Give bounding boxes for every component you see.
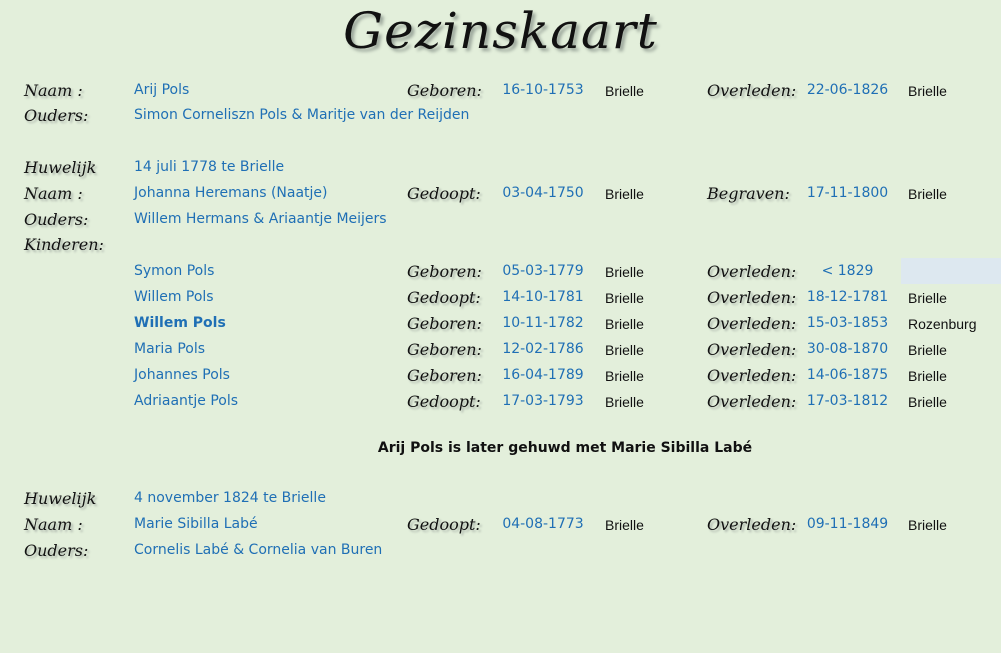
- spouse1-parents: Willem Hermans & Ariaantje Meijers: [134, 211, 387, 227]
- child-name: Symon Pols: [134, 263, 215, 279]
- child-name: Johannes Pols: [134, 367, 230, 383]
- child-name: Maria Pols: [134, 341, 206, 357]
- spouse1-parents-row: [0, 206, 1001, 232]
- father-parents: Simon Corneliszn Pols & Maritje van der Reijden: [134, 107, 470, 123]
- marriage1-date-place: 14 juli 1778 te Brielle: [134, 159, 285, 175]
- child-event-place: Brielle: [605, 316, 644, 332]
- spouse2-row: [0, 511, 1001, 537]
- name-label: Naam :: [24, 184, 83, 203]
- remarriage-note: Arij Pols is later gehuwd met Marie Sibilla Labé: [377, 440, 753, 456]
- child-event-label: Gedoopt:: [407, 392, 481, 411]
- name-label: Naam :: [24, 515, 83, 534]
- child-name: Willem Pols: [134, 315, 226, 331]
- child-death-label: Overleden:: [707, 366, 797, 385]
- child-death-date: < 1829: [821, 263, 874, 279]
- child-death-place: Brielle: [908, 290, 947, 306]
- parents-label: Ouders:: [24, 541, 89, 560]
- father-parents-row: [0, 102, 1001, 128]
- child-row: [0, 336, 1001, 362]
- marriage2-row: [0, 485, 1001, 511]
- child-death-date: 14-06-1875: [806, 367, 889, 383]
- child-death-date: 18-12-1781: [806, 289, 889, 305]
- child-event-date: 05-03-1779: [502, 263, 584, 279]
- marriage-label: Huwelijk: [24, 489, 97, 508]
- parents-label: Ouders:: [24, 106, 89, 125]
- child-row: [0, 284, 1001, 310]
- father-born-date: 16-10-1753: [502, 82, 584, 98]
- page-title: Gezinskaart: [343, 2, 658, 60]
- spouse2-parents-row: [0, 537, 1001, 563]
- spouse2-died-place: Brielle: [908, 517, 947, 533]
- marriage2-date-place: 4 november 1824 te Brielle: [134, 490, 326, 506]
- father-row: [0, 77, 1001, 103]
- marriage1-row: [0, 154, 1001, 180]
- name-label: Naam :: [24, 81, 83, 100]
- child-death-date: 15-03-1853: [806, 315, 889, 331]
- children-label: Kinderen:: [24, 235, 104, 254]
- spouse2-baptized-place: Brielle: [605, 517, 644, 533]
- child-death-place: Brielle: [908, 394, 947, 410]
- died-label: Overleden:: [707, 81, 797, 100]
- child-death-place: Brielle: [908, 368, 947, 384]
- child-event-label: Geboren:: [407, 366, 482, 385]
- baptized-label: Gedoopt:: [407, 515, 481, 534]
- spouse2-baptized-date: 04-08-1773: [502, 516, 584, 532]
- spouse1-buried-date: 17-11-1800: [806, 185, 889, 201]
- spouse1-baptized-date: 03-04-1750: [502, 185, 584, 201]
- child-event-place: Brielle: [605, 264, 644, 280]
- baptized-label: Gedoopt:: [407, 184, 481, 203]
- father-died-date: 22-06-1826: [806, 82, 889, 98]
- buried-label: Begraven:: [707, 184, 790, 203]
- child-death-place: Rozenburg: [908, 316, 977, 332]
- father-died-place: Brielle: [908, 83, 947, 99]
- child-death-place: Brielle: [908, 342, 947, 358]
- spouse2-died-date: 09-11-1849: [806, 516, 889, 532]
- died-label: Overleden:: [707, 515, 797, 534]
- child-row: [0, 362, 1001, 388]
- child-event-label: Geboren:: [407, 262, 482, 281]
- child-death-label: Overleden:: [707, 392, 797, 411]
- child-death-label: Overleden:: [707, 314, 797, 333]
- child-event-date: 10-11-1782: [502, 315, 584, 331]
- spouse1-row: [0, 180, 1001, 206]
- spouse2-name: Marie Sibilla Labé: [134, 516, 258, 532]
- child-name: Adriaantje Pols: [134, 393, 239, 409]
- child-name: Willem Pols: [134, 289, 214, 305]
- child-event-place: Brielle: [605, 342, 644, 358]
- child-event-date: 12-02-1786: [502, 341, 584, 357]
- parents-label: Ouders:: [24, 210, 89, 229]
- child-event-label: Geboren:: [407, 340, 482, 359]
- child-death-date: 17-03-1812: [806, 393, 889, 409]
- child-event-label: Geboren:: [407, 314, 482, 333]
- child-event-place: Brielle: [605, 394, 644, 410]
- children-header-row: [0, 231, 1001, 257]
- father-name: Arij Pols: [134, 82, 190, 98]
- child-event-date: 16-04-1789: [502, 367, 584, 383]
- born-label: Geboren:: [407, 81, 482, 100]
- child-event-label: Gedoopt:: [407, 288, 481, 307]
- marriage-label: Huwelijk: [24, 158, 97, 177]
- child-death-label: Overleden:: [707, 262, 797, 281]
- spouse1-name: Johanna Heremans (Naatje): [134, 185, 328, 201]
- child-event-date: 14-10-1781: [502, 289, 584, 305]
- child-death-label: Overleden:: [707, 340, 797, 359]
- child-row: [0, 310, 1001, 336]
- spouse1-buried-place: Brielle: [908, 186, 947, 202]
- spouse1-baptized-place: Brielle: [605, 186, 644, 202]
- child-death-date: 30-08-1870: [806, 341, 889, 357]
- father-born-place: Brielle: [605, 83, 644, 99]
- child-row: [0, 388, 1001, 414]
- child-death-label: Overleden:: [707, 288, 797, 307]
- spouse2-parents: Cornelis Labé & Cornelia van Buren: [134, 542, 383, 558]
- child-event-place: Brielle: [605, 368, 644, 384]
- child-row: [0, 258, 1001, 284]
- child-event-place: Brielle: [605, 290, 644, 306]
- child-event-date: 17-03-1793: [502, 393, 584, 409]
